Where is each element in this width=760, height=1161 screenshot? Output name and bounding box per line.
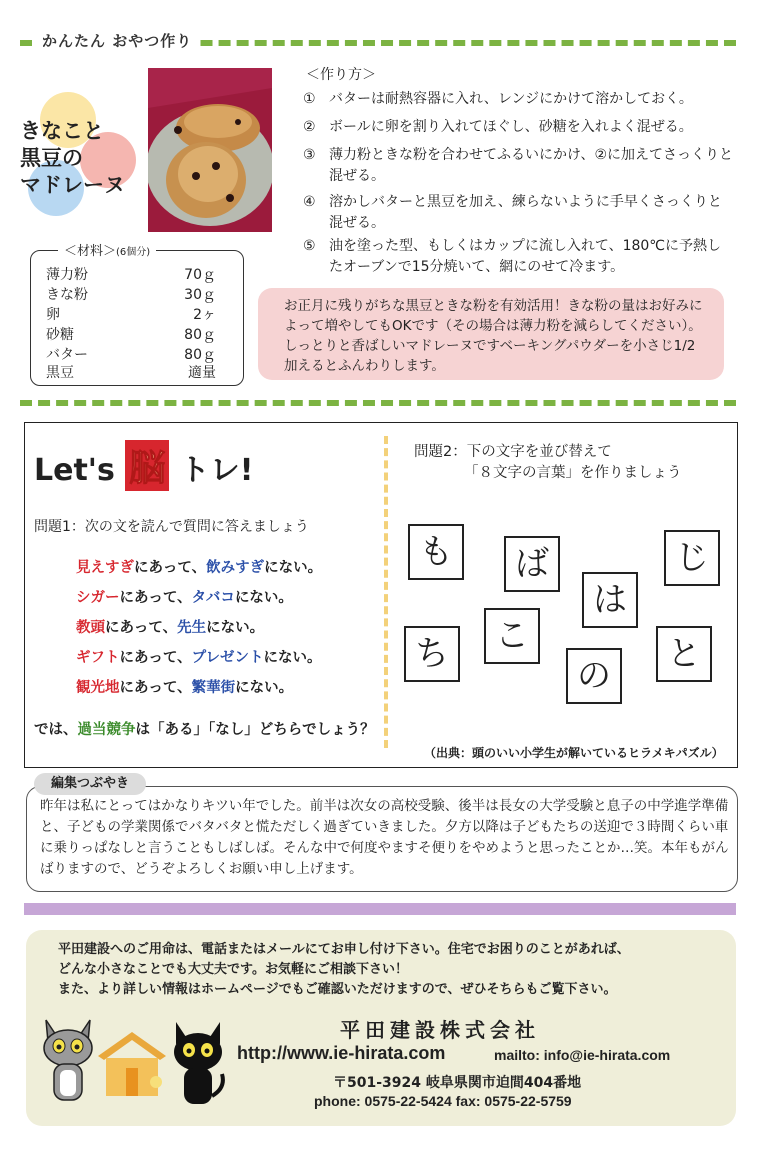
- q1-word-b: プレゼント: [191, 650, 264, 666]
- steps-header: ＜作り方＞: [306, 67, 376, 83]
- step-text: 溶かしバターと黒豆を加え、練らないように手早くさっくりと混ぜる。: [329, 194, 722, 231]
- diary-text: 昨年は私にとってはかなりキツい年でした。前半は次女の高校受験、後半は長女の大学受験と息子の中学進学準備と、子どもの学業関係でバタバタと慌ただしく過ぎていきました。夕方以降は子どもたちの送迎で３時間くらい車に乗りっぱなしと言うこともしばしば。そんな中で何度やますそ便りをやめようと思ったことか…笑。本年もがんばりますので、どうぞよろしくお願い申し上げます。: [40, 798, 729, 877]
- ingredient-amount: 80ｇ: [184, 347, 216, 363]
- website-link[interactable]: http://www.ie-hirata.com: [237, 1043, 446, 1063]
- section-label: かんたん おやつ作り: [34, 30, 200, 51]
- recipe-title: [20, 118, 125, 199]
- q1-mid: にあって、: [105, 620, 178, 636]
- recipe-title-line: 黒豆の: [20, 146, 83, 170]
- q1-word-b: 繁華街: [191, 680, 236, 696]
- quiz-title-suffix: トレ!: [179, 453, 254, 488]
- black-cat-icon: [168, 1018, 228, 1114]
- q1-word-b: 先生: [177, 620, 207, 636]
- step-item: [303, 192, 733, 234]
- ingredient-name: きな粉: [46, 287, 88, 303]
- ingredient-name: 黒豆: [46, 365, 74, 381]
- tabby-cat-icon: [40, 1016, 98, 1112]
- ingredient-row: [46, 344, 216, 364]
- ingredient-row: [46, 324, 216, 344]
- letter-tile: の: [566, 648, 622, 704]
- q1-word-a: シガー: [76, 590, 120, 606]
- letter-tile: じ: [664, 530, 720, 586]
- middle-divider: [20, 400, 736, 406]
- ingredient-amount: 2ヶ: [193, 307, 216, 323]
- q2-header: [414, 442, 682, 484]
- q1-word-a: 教頭: [76, 620, 105, 636]
- q1-question-pre: では、: [34, 722, 78, 738]
- ingredients-header: [58, 240, 156, 259]
- quiz-title-prefix: Let's: [34, 453, 115, 488]
- email-link[interactable]: mailto: info@ie-hirata.com: [494, 1047, 671, 1063]
- step-number: ⑤: [303, 238, 316, 254]
- q1-mid: にあって、: [119, 590, 192, 606]
- q1-word-a: 見えすぎ: [76, 560, 134, 576]
- step-item: [303, 236, 733, 278]
- letter-tile: も: [408, 524, 464, 580]
- ingredient-row: [46, 304, 216, 324]
- letter-tile: と: [656, 626, 712, 682]
- ingredients-header-label: ＜材料＞: [64, 244, 117, 259]
- q1-question-word: 過当競争: [77, 722, 136, 738]
- q1-end: にない。: [263, 650, 322, 666]
- ingredient-amount: 30ｇ: [184, 287, 216, 303]
- q1-word-a: ギフト: [76, 650, 120, 666]
- footer-message-line: どんな小さなことでも大丈夫です。お気軽にご相談下さい！: [58, 962, 408, 977]
- footer-message-line: また、より詳しい情報はホームページでもご確認いただけますので、ぜひそちらもご覧下さい。: [58, 982, 617, 997]
- letter-tile: は: [582, 572, 638, 628]
- q1-word-b: タバコ: [191, 590, 235, 606]
- step-number: ②: [303, 119, 316, 135]
- recipe-note-text: お正月に残りがちな黒豆ときな粉を有効活用！きな粉の量はお好みによって増やしてもOKです（その場合は薄力粉を減らしてください）。しっとりと香ばしいマドレーヌですベーキングパウダーを小さじ1/2加えるとふんわりします。: [284, 298, 703, 374]
- step-item: [303, 117, 733, 138]
- madeleine-photo: [148, 68, 272, 232]
- recipe-title-line: マドレーヌ: [20, 173, 125, 197]
- quiz-title: [34, 440, 253, 491]
- q2-header-line: 「８文字の言葉」を作りましょう: [464, 465, 682, 481]
- ingredient-name: 薄力粉: [46, 267, 88, 283]
- ingredient-amount: 80ｇ: [184, 327, 216, 343]
- step-item: [303, 89, 733, 110]
- company-phone: phone: 0575-22-5424 fax: 0575-22-5759: [314, 1093, 572, 1109]
- ingredient-name: 卵: [46, 307, 60, 323]
- recipe-title-line: きなこと: [20, 119, 104, 143]
- step-text: バターは耐熱容器に入れ、レンジにかけて溶かしておく。: [329, 91, 693, 107]
- q2-header-line: 問題2：下の文字を並び替えて: [414, 444, 612, 460]
- q1-question-post: は「ある」「なし」どちらでしょう？: [135, 722, 375, 738]
- q1-end: にない。: [206, 620, 265, 636]
- company-address: 〒501-3924 岐阜県関市迫間404番地: [333, 1075, 582, 1091]
- step-number: ①: [303, 91, 316, 107]
- q1-end: にない。: [234, 590, 293, 606]
- quiz-source: （出典：頭のいい小学生が解いているヒラメキパズル）: [424, 746, 724, 760]
- q1-mid: にあって、: [119, 650, 192, 666]
- q1-question: [34, 718, 375, 739]
- letter-tile: こ: [484, 608, 540, 664]
- ingredient-amount: 適量: [188, 365, 216, 381]
- letter-tile: ち: [404, 626, 460, 682]
- house-logo-icon: [96, 1030, 168, 1102]
- purple-divider: [24, 903, 736, 915]
- quiz-column-divider: [384, 436, 388, 748]
- quiz-title-kanji: 脳: [125, 440, 169, 491]
- step-text: 薄力粉ときな粉を合わせてふるいにかけ、②に加えてさっくりと混ぜる。: [329, 147, 733, 184]
- q1-word-a: 観光地: [76, 680, 120, 696]
- step-item: [303, 145, 733, 187]
- step-text: 油を塗った型、もしくはカップに流し入れて、180℃に予熱したオーブンで15分焼いて、網にのせて冷ます。: [329, 238, 722, 275]
- q1-line: [76, 676, 293, 697]
- ingredient-name: バター: [46, 347, 88, 363]
- step-text: ボールに卵を割り入れてほぐし、砂糖を入れよく混ぜる。: [329, 119, 693, 135]
- letter-tile: ば: [504, 536, 560, 592]
- step-number: ④: [303, 194, 316, 210]
- ingredient-amount: 70ｇ: [184, 267, 216, 283]
- q1-end: にない。: [235, 680, 294, 696]
- q1-line: [76, 646, 322, 667]
- q1-mid: にあって、: [119, 680, 192, 696]
- ingredient-row: [46, 284, 216, 304]
- ingredient-name: 砂糖: [46, 327, 74, 343]
- q1-mid: にあって、: [134, 560, 207, 576]
- footer-message-line: 平田建設へのご用命は、電話またはメールにてお申し付け下さい。住宅でお困りのことがあれば、: [58, 942, 630, 957]
- diary-label: 編集つぶやき: [34, 773, 146, 795]
- ingredients-servings: (6個分): [116, 247, 151, 258]
- q1-end: にない。: [264, 560, 323, 576]
- ingredient-row: [46, 264, 216, 284]
- footer-message: [58, 940, 718, 1000]
- q1-line: [76, 616, 264, 637]
- ingredient-row: [46, 362, 216, 382]
- q1-line: [76, 556, 322, 577]
- q1-word-b: 飲みすぎ: [206, 560, 265, 576]
- q1-line: [76, 586, 293, 607]
- step-number: ③: [303, 147, 316, 163]
- company-name: 平田建設株式会社: [340, 1018, 540, 1042]
- q1-header: 問題1：次の文を読んで質問に答えましょう: [34, 519, 309, 535]
